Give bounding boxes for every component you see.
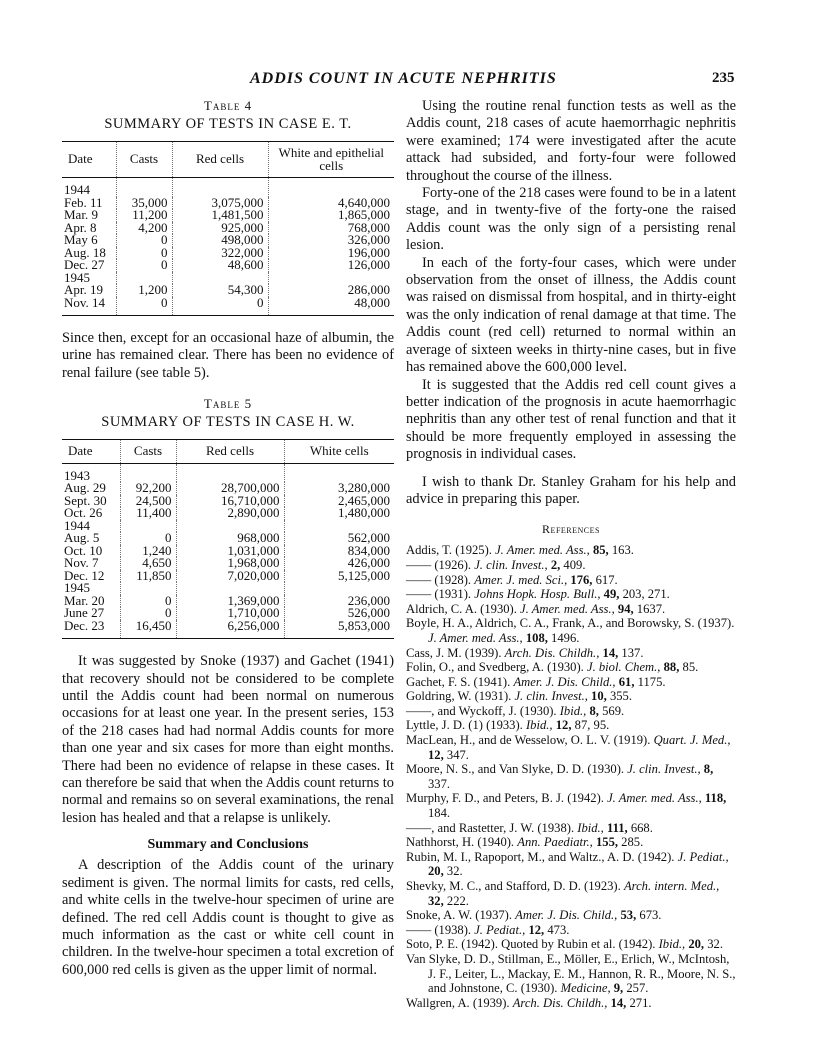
ref-volume: 9, xyxy=(613,981,624,996)
ref-journal: Quart. J. Med., xyxy=(653,733,731,748)
para-after-table4: Since then, except for an occasional haze of albumin, the urine has remained clear. There has been no evidence of renal failure (see table 5). xyxy=(62,330,394,381)
table5-label: Table 5 xyxy=(203,396,253,412)
ref-authors: Boyle, H. A., Aldrich, C. A., Frank, A., and Borowsky, S. (1937). xyxy=(406,616,735,631)
white-cells-cell: 1,865,000 xyxy=(268,209,394,222)
white-cells-cell: 126,000 xyxy=(268,259,394,272)
ref-authors: Aldrich, C. A. (1930). xyxy=(406,601,517,616)
year-cell: 1945 xyxy=(64,269,90,285)
white-cells-cell: 326,000 xyxy=(268,234,394,247)
casts-cell: 11,200 xyxy=(116,209,172,222)
ref-volume: 12, xyxy=(555,718,572,733)
ref-volume: 14, xyxy=(602,645,619,660)
ref-journal: Amer. J. Dis. Child., xyxy=(513,674,616,689)
reference-item xyxy=(406,660,736,675)
ref-authors: —— (1931). xyxy=(406,587,472,602)
ref-pages: 1175. xyxy=(637,674,666,689)
ref-volume: 118, xyxy=(704,791,727,806)
ref-authors: Wallgren, A. (1939). xyxy=(406,995,510,1010)
ref-journal: J. clin. Invest., xyxy=(514,689,588,704)
right-column xyxy=(406,98,736,1010)
references-heading: References xyxy=(542,522,600,537)
reference-item xyxy=(406,733,736,762)
white-cells-cell: 834,000 xyxy=(284,545,394,558)
ref-journal: J. clin. Invest., xyxy=(627,762,701,777)
ref-volume: 111, xyxy=(607,820,628,835)
right-paragraph-1: Using the routine renal function tests as well as the Addis count, 218 cases of acute haemorrhagic nephritis were examined; 174 were investigated after the acute attack had subsided, and forty-four were followed throughout the course of the illness. xyxy=(406,98,736,184)
ref-volume: 155, xyxy=(595,835,619,850)
casts-cell: 11,850 xyxy=(120,570,176,583)
ref-journal: J. Pediat., xyxy=(474,922,526,937)
ref-pages: 32. xyxy=(707,937,723,952)
reference-item xyxy=(406,675,736,690)
white-cells-cell: 562,000 xyxy=(284,532,394,545)
ref-pages: 87, 95. xyxy=(574,718,610,733)
ref-volume: 85, xyxy=(592,543,609,558)
ref-journal: J. Amer. med. Ass., xyxy=(520,601,615,616)
date-cell: Aug. 18 xyxy=(64,244,106,260)
ref-volume: 61, xyxy=(618,674,635,689)
year-row xyxy=(62,520,394,533)
date-cell: Nov. 7 xyxy=(64,555,99,571)
ref-volume: 49, xyxy=(603,587,620,602)
ref-pages: 222. xyxy=(446,893,469,908)
reference-item xyxy=(406,937,736,952)
white-cells-cell: 48,000 xyxy=(268,297,394,316)
ref-volume: 8, xyxy=(589,703,599,718)
ref-pages: 163. xyxy=(611,543,634,558)
ref-journal: J. Pediat., xyxy=(677,849,729,864)
table5-header-white: White cells xyxy=(284,440,394,464)
ref-pages: 137. xyxy=(621,645,644,660)
ref-journal: Amer. J. Dis. Child., xyxy=(515,908,618,923)
white-cells-cell: 196,000 xyxy=(268,247,394,260)
ref-pages: 569. xyxy=(602,703,625,718)
reference-item xyxy=(406,850,736,879)
date-cell: Oct. 10 xyxy=(64,542,103,558)
ref-journal: Ibid., xyxy=(577,820,604,835)
ref-authors: Van Slyke, D. D., Stillman, E., Möller, E., Erlich, W., McIntosh, J. F., Leiter, L., Mackay, E. M., Hannon, R. R., Moore, N. S., and Johnstone, C. (1930). xyxy=(406,951,736,996)
ref-journal: J. clin. Invest., xyxy=(474,557,548,572)
date-cell: Apr. 8 xyxy=(64,219,97,235)
table5-header-red: Red cells xyxy=(176,440,284,464)
date-cell: Feb. 11 xyxy=(64,194,103,210)
red-cells-cell: 1,968,000 xyxy=(176,557,284,570)
ref-journal: J. biol. Chem., xyxy=(586,660,661,675)
reference-item xyxy=(406,879,736,908)
ref-journal: J. Amer. med. Ass., xyxy=(428,630,523,645)
casts-cell: 16,450 xyxy=(120,620,176,639)
year-cell: 1944 xyxy=(64,182,90,197)
reference-item xyxy=(406,704,736,719)
reference-item xyxy=(406,689,736,704)
casts-cell: 35,000 xyxy=(116,197,172,210)
red-cells-cell: 54,300 xyxy=(172,284,268,297)
casts-cell: 4,650 xyxy=(120,557,176,570)
casts-cell: 4,200 xyxy=(116,222,172,235)
ref-pages: 1496. xyxy=(551,630,580,645)
reference-item xyxy=(406,616,736,645)
ref-pages: 85. xyxy=(682,660,699,675)
table4-label: Table 4 xyxy=(203,98,253,113)
ref-pages: 337. xyxy=(428,776,451,791)
empty-cell xyxy=(268,178,394,197)
ref-journal: Ibid., xyxy=(559,703,587,718)
casts-cell: 0 xyxy=(120,595,176,608)
table5-caption: SUMMARY OF TESTS IN CASE H. W. xyxy=(101,414,355,431)
summary-paragraph: A description of the Addis count of the urinary sediment is given. The normal limits for casts, red cells, and white cells in the twelve-hour specimen of urine are defined. The red cell Addis count is thought to give as much information as the cast or white cell count in children. In the twelve-hour specimen a total excretion of 600,000 red cells is given as the upper limit of normal. xyxy=(62,857,394,978)
red-cells-cell: 968,000 xyxy=(176,532,284,545)
ref-pages: 184. xyxy=(428,806,451,821)
date-cell: Aug. 5 xyxy=(64,530,100,546)
white-cells-cell: 2,465,000 xyxy=(284,495,394,508)
red-cells-cell: 16,710,000 xyxy=(176,495,284,508)
ref-volume: 12, xyxy=(528,922,545,937)
ref-authors: MacLean, H., and de Wesselow, O. L. V. (1919). xyxy=(406,733,651,748)
ref-journal: Arch. Dis. Childh., xyxy=(504,645,600,660)
red-cells-cell: 3,075,000 xyxy=(172,197,268,210)
date-cell: Aug. 29 xyxy=(64,480,106,496)
ref-pages: 409. xyxy=(563,557,586,572)
ref-pages: 285. xyxy=(621,835,644,850)
ref-pages: 271. xyxy=(629,995,652,1010)
table5-header-casts: Casts xyxy=(120,440,176,464)
date-cell: Dec. 12 xyxy=(64,567,105,583)
table4-header-casts: Casts xyxy=(116,142,172,178)
ref-authors: —— (1938). xyxy=(406,922,472,937)
table-row xyxy=(62,570,394,583)
reference-item xyxy=(406,908,736,923)
casts-cell: 24,500 xyxy=(120,495,176,508)
date-cell: June 27 xyxy=(64,605,105,621)
reference-item xyxy=(406,543,736,558)
ref-journal: Ibid., xyxy=(525,718,553,733)
reference-item xyxy=(406,791,736,820)
page-number: 235 xyxy=(712,70,735,86)
ref-authors: Rubin, M. I., Rapoport, M., and Waltz., A. D. (1942). xyxy=(406,849,675,864)
empty-cell xyxy=(116,178,172,197)
table-row xyxy=(62,297,394,316)
date-cell: Mar. 20 xyxy=(64,592,105,608)
left-column xyxy=(62,98,394,979)
reference-item xyxy=(406,646,736,661)
ref-authors: Cass, J. M. (1939). xyxy=(406,645,502,660)
reference-item xyxy=(406,558,736,573)
ref-authors: ——, and Wyckoff, J. (1930). xyxy=(406,703,557,718)
red-cells-cell: 6,256,000 xyxy=(176,620,284,639)
table-row xyxy=(62,620,394,639)
ref-volume: 20, xyxy=(428,864,444,879)
ref-volume: 53, xyxy=(620,908,637,923)
ref-volume: 2, xyxy=(550,557,561,572)
ref-pages: 355. xyxy=(609,689,632,704)
ref-volume: 88, xyxy=(663,660,680,675)
reference-item xyxy=(406,835,736,850)
white-cells-cell: 4,640,000 xyxy=(268,197,394,210)
ref-authors: Folin, O., and Svedberg, A. (1930). xyxy=(406,660,584,675)
ref-pages: 1637. xyxy=(636,601,666,616)
ref-authors: Snoke, A. W. (1937). xyxy=(406,908,513,923)
ref-journal: Johns Hopk. Hosp. Bull., xyxy=(474,587,601,602)
ref-pages: 257. xyxy=(626,981,649,996)
reference-item xyxy=(406,602,736,617)
table4-header-white: White and epithelial cells xyxy=(268,142,394,178)
running-title: ADDIS COUNT IN ACUTE NEPHRITIS xyxy=(250,70,557,87)
date-cell: Sept. 30 xyxy=(64,492,107,508)
summary-heading: Summary and Conclusions xyxy=(147,837,309,853)
casts-cell: 0 xyxy=(120,532,176,545)
reference-item xyxy=(406,952,736,996)
reference-item xyxy=(406,573,736,588)
ref-authors: —— (1928). xyxy=(406,572,472,587)
year-cell: 1943 xyxy=(64,467,90,483)
ref-journal: Ibid., xyxy=(658,937,686,952)
ref-authors: Moore, N. S., and Van Slyke, D. D. (1930). xyxy=(406,762,625,777)
ref-authors: ——, and Rastetter, J. W. (1938). xyxy=(406,820,575,835)
casts-cell: 0 xyxy=(116,259,172,272)
white-cells-cell: 286,000 xyxy=(268,284,394,297)
casts-cell: 1,240 xyxy=(120,545,176,558)
right-paragraph-4: It is suggested that the Addis red cell count gives a better indication of the prognosis in acute haemorrhagic nephritis than any other test of renal function and that it should be more frequently employed in assessing the prognosis in individual cases. xyxy=(406,376,736,463)
ref-authors: Lyttle, J. D. (1) (1933). xyxy=(406,718,523,733)
right-paragraph-3: In each of the forty-four cases, which were under observation from the onset of illness, the Addis count was raised on dismissal from hospital, and in thirty-eight was the only indication of renal damage at that time. The Addis count (red cell) returned to normal within an average of sixteen weeks in thirty-nine cases, but in five has remained above the 600,000 level. xyxy=(406,254,736,376)
ref-journal: J. Amer. med. Ass., xyxy=(607,791,702,806)
ref-volume: 20, xyxy=(688,937,705,952)
red-cells-cell: 925,000 xyxy=(172,222,268,235)
table-row xyxy=(62,507,394,520)
table4-caption: SUMMARY OF TESTS IN CASE E. T. xyxy=(104,116,352,132)
ref-journal: Arch. intern. Med., xyxy=(623,879,720,893)
year-cell: 1945 xyxy=(64,580,90,596)
table-row xyxy=(62,284,394,297)
red-cells-cell: 28,700,000 xyxy=(176,482,284,495)
ref-pages: 673. xyxy=(639,908,662,923)
white-cells-cell: 5,853,000 xyxy=(284,620,394,639)
empty-cell xyxy=(172,178,268,197)
ref-journal: Arch. Dis. Childh., xyxy=(512,995,608,1010)
casts-cell: 1,200 xyxy=(116,284,172,297)
ref-journal: Amer. J. med. Sci., xyxy=(474,572,568,587)
date-cell: May 6 xyxy=(64,232,98,247)
reference-item xyxy=(406,996,736,1011)
red-cells-cell: 1,481,500 xyxy=(172,209,268,222)
red-cells-cell: 0 xyxy=(172,297,268,316)
red-cells-cell: 1,710,000 xyxy=(176,607,284,620)
ref-volume: 108, xyxy=(525,630,548,645)
white-cells-cell: 768,000 xyxy=(268,222,394,235)
table5-header-date: Date xyxy=(68,443,93,459)
casts-cell: 0 xyxy=(120,607,176,620)
red-cells-cell: 322,000 xyxy=(172,247,268,260)
ref-volume: 8, xyxy=(703,762,714,777)
ref-journal: J. Amer. med. Ass., xyxy=(495,543,590,558)
reference-item xyxy=(406,923,736,938)
date-cell: Apr. 19 xyxy=(64,282,103,297)
white-cells-cell: 3,280,000 xyxy=(284,482,394,495)
ref-journal: Medicine, xyxy=(560,981,611,996)
table4-header-row xyxy=(62,142,394,178)
ref-volume: 32, xyxy=(428,893,444,908)
white-cells-cell: 5,125,000 xyxy=(284,570,394,583)
date-cell: Dec. 27 xyxy=(64,257,105,272)
ref-pages: 668. xyxy=(630,820,653,835)
ref-authors: Nathhorst, H. (1940). xyxy=(406,835,515,850)
table4 xyxy=(62,141,394,316)
casts-cell: 92,200 xyxy=(120,482,176,495)
ref-volume: 94, xyxy=(617,601,634,616)
white-cells-cell: 1,480,000 xyxy=(284,507,394,520)
ref-authors: Soto, P. E. (1942). Quoted by Rubin et al. (1942). xyxy=(406,937,656,952)
ref-pages: 473. xyxy=(547,922,570,937)
page-header xyxy=(0,70,816,90)
red-cells-cell: 2,890,000 xyxy=(176,507,284,520)
reference-item xyxy=(406,587,736,602)
ref-pages: 617. xyxy=(595,572,618,587)
red-cells-cell: 1,369,000 xyxy=(176,595,284,608)
table5-header-row xyxy=(62,440,394,464)
red-cells-cell: 498,000 xyxy=(172,234,268,247)
casts-cell: 0 xyxy=(116,234,172,247)
ref-authors: —— (1926). xyxy=(406,557,472,572)
white-cells-cell: 426,000 xyxy=(284,557,394,570)
ref-volume: 14, xyxy=(610,995,627,1010)
date-cell: Dec. 23 xyxy=(64,617,105,633)
ref-pages: 347. xyxy=(446,747,469,762)
casts-cell: 0 xyxy=(116,247,172,260)
references-list xyxy=(406,543,736,1010)
date-cell: Mar. 9 xyxy=(64,207,98,222)
ref-pages: 203, 271. xyxy=(622,587,670,602)
year-cell: 1944 xyxy=(64,517,90,533)
white-cells-cell: 526,000 xyxy=(284,607,394,620)
casts-cell: 0 xyxy=(116,297,172,316)
white-cells-cell: 236,000 xyxy=(284,595,394,608)
date-cell: Nov. 14 xyxy=(64,294,106,310)
date-cell: Oct. 26 xyxy=(64,505,103,521)
ref-authors: Shevky, M. C., and Stafford, D. D. (1923). xyxy=(406,879,621,893)
red-cells-cell: 7,020,000 xyxy=(176,570,284,583)
reference-item xyxy=(406,718,736,733)
red-cells-cell: 48,600 xyxy=(172,259,268,272)
right-paragraph-2: Forty-one of the 218 cases were found to be in a latent stage, and in twenty-five of the forty-one the raised Addis count was the only sign of a persisting renal lesion. xyxy=(406,185,736,254)
red-cells-cell: 1,031,000 xyxy=(176,545,284,558)
ref-volume: 176, xyxy=(570,572,593,587)
table4-body xyxy=(62,178,394,316)
table-row xyxy=(62,259,394,272)
ref-authors: Gachet, F. S. (1941). xyxy=(406,674,511,689)
ref-journal: Ann. Paediatr., xyxy=(517,835,593,850)
ref-volume: 12, xyxy=(428,747,444,762)
table4-header-date: Date xyxy=(68,151,93,167)
year-row xyxy=(62,178,394,197)
ref-authors: Goldring, W. (1931). xyxy=(406,689,512,704)
reference-item xyxy=(406,762,736,791)
ref-volume: 10, xyxy=(591,689,607,704)
para-snoke: It was suggested by Snoke (1937) and Gachet (1941) that recovery should not be considered to be complete until the Addis count had been normal on numerous occasions for at least one year. In the present series, 153 of the 218 cases had had normal Addis counts for more than one year and six cases for more than eight months. There had been no evidence of relapse in these cases. It can therefore be said that when the Addis count returns to normal and remains so on several examinations, the renal lesion has healed and that a relapse is unlikely. xyxy=(62,653,394,826)
casts-cell: 11,400 xyxy=(120,507,176,520)
reference-item xyxy=(406,821,736,836)
ref-authors: Murphy, F. D., and Peters, B. J. (1942). xyxy=(406,791,604,806)
ref-authors: Addis, T. (1925). xyxy=(406,543,492,558)
table4-header-red: Red cells xyxy=(172,142,268,178)
table5-body xyxy=(62,463,394,639)
ref-pages: 32. xyxy=(446,864,463,879)
acknowledgement: I wish to thank Dr. Stanley Graham for his help and advice in preparing this paper. xyxy=(406,473,736,507)
table5 xyxy=(62,439,394,639)
